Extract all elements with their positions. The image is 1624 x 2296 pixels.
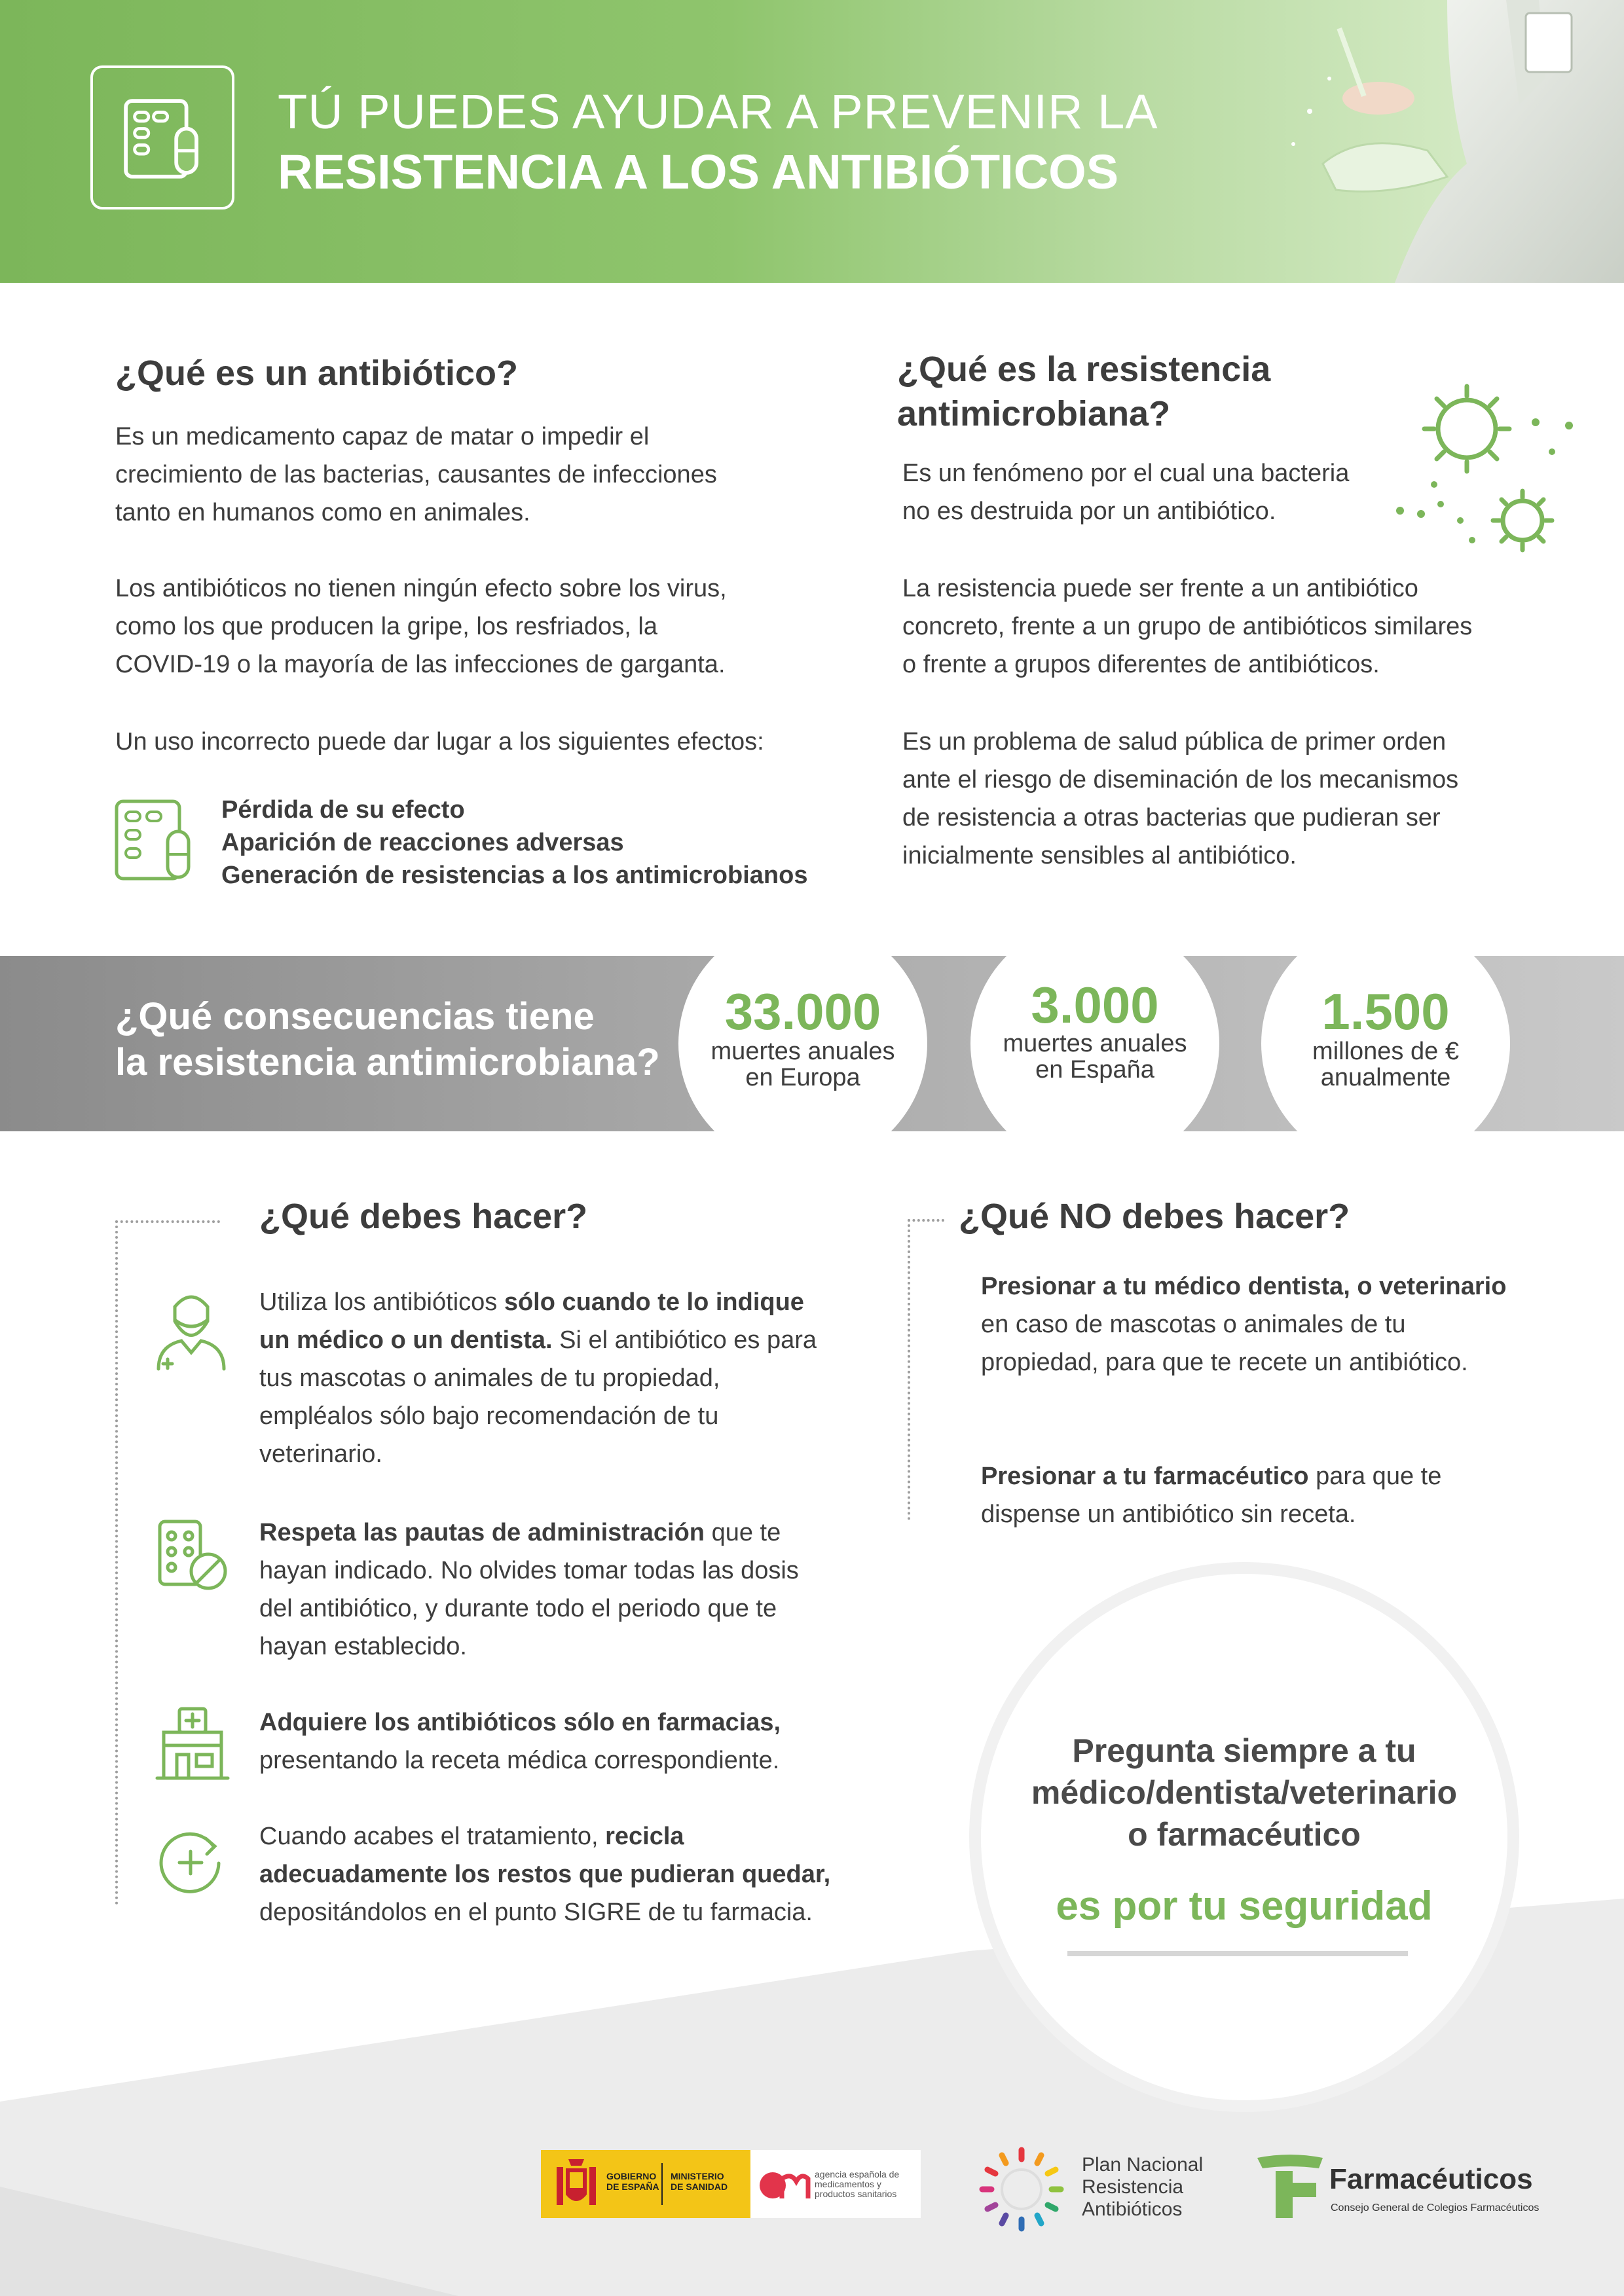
text-bold: Respeta las pautas de administración: [259, 1519, 705, 1546]
text: presentando la receta médica correspondiente.: [259, 1747, 780, 1774]
effect-item: Generación de resistencias a los antimicrobianos: [221, 862, 808, 889]
do-section-title: ¿Qué debes hacer?: [259, 1197, 588, 1236]
gobierno-logo: [541, 2150, 750, 2218]
resistance-paragraph-3: [902, 723, 1458, 875]
resistance-section-title: [897, 347, 1270, 436]
dont-item-2: [981, 1457, 1518, 1533]
text-line: de resistencia a otras bacterias que pudieran ser: [902, 804, 1441, 831]
text-line: medicamentos y: [815, 2179, 881, 2189]
do-item-4: [259, 1817, 836, 1931]
stat-label: anualmente: [1320, 1064, 1451, 1091]
farmaceuticos-subtitle: Consejo General de Colegios Farmacéuticos: [1331, 2202, 1540, 2214]
text-line: Resistencia: [1082, 2176, 1184, 2198]
dont-section-title: ¿Qué NO debes hacer?: [959, 1197, 1350, 1236]
medicine-pack-icon: [113, 797, 198, 883]
text-line: inicialmente sensibles al antibiótico.: [902, 842, 1297, 869]
coat-of-arms-icon: [550, 2155, 602, 2213]
pharmacist-photo: [1231, 0, 1624, 283]
text-line: Es un fenómeno por el cual una bacteria: [902, 460, 1350, 487]
header-title-line1: TÚ PUEDES AYUDAR A PREVENIR LA: [278, 84, 1158, 139]
text: que te hayan indicado. No olvides tomar todas las dosis del antibiótico, y durante todo el periodo que te hayan establecido.: [259, 1519, 799, 1660]
medicine-box-icon: [93, 68, 232, 207]
text-line: no es destruida por un antibiótico.: [902, 498, 1276, 525]
stat-label: en España: [1035, 1056, 1154, 1084]
text-line: Plan Nacional: [1082, 2154, 1204, 2176]
text-line: agencia española de: [815, 2169, 900, 2179]
text-line: Es un problema de salud pública de primer orden: [902, 728, 1447, 756]
antibiotic-paragraph-1: [115, 418, 717, 532]
stat-label: muertes anuales: [1003, 1030, 1187, 1057]
title-line: antimicrobiana?: [897, 394, 1171, 433]
text-line: COVID-19 o la mayoría de las infecciones de garganta.: [115, 651, 726, 678]
text: depositándolos en el punto SIGRE de tu farmacia.: [259, 1899, 813, 1926]
effect-item: Pérdida de su efecto: [221, 796, 465, 824]
plan-nacional-text: [1082, 2154, 1203, 2221]
text-line: Los antibióticos no tienen ningún efecto sobre los virus,: [115, 575, 727, 602]
stat-value: 33.000: [724, 983, 881, 1040]
recycle-icon: [155, 1827, 227, 1899]
antibiotic-paragraph-2: [115, 570, 727, 683]
text-line: MINISTERIO: [671, 2171, 724, 2181]
effects-list: [221, 793, 807, 892]
text-line: DE ESPAÑA: [606, 2181, 659, 2192]
cta-highlight: es por tu seguridad: [1056, 1884, 1433, 1929]
title-line: ¿Qué consecuencias tiene: [115, 995, 595, 1038]
stat-label: millones de €: [1312, 1038, 1459, 1065]
stat-label: en Europa: [745, 1064, 860, 1091]
text-bold: Adquiere los antibióticos sólo en farmacias,: [259, 1709, 781, 1736]
dont-item-1: [981, 1267, 1518, 1381]
cta-line: Pregunta siempre a tu: [1072, 1732, 1416, 1769]
text-line: o frente a grupos diferentes de antibióticos.: [902, 651, 1380, 678]
plan-nacional-logo-icon: [976, 2143, 1067, 2235]
aemps-text: [815, 2170, 899, 2199]
text-line: DE SANIDAD: [671, 2181, 728, 2192]
title-line: la resistencia antimicrobiana?: [115, 1041, 660, 1084]
pill-schedule-icon: [155, 1516, 233, 1595]
text-line: Es un medicamento capaz de matar o impedir el: [115, 423, 650, 450]
text-line: concreto, frente a un grupo de antibióticos similares: [902, 613, 1473, 640]
text: en caso de mascotas o animales de tu propiedad, para que te recete un antibiótico.: [981, 1311, 1468, 1376]
text-bold: recicla adecuadamente los restos que pudieran quedar,: [259, 1823, 831, 1888]
do-item-3: [259, 1704, 836, 1779]
header-icon-frame: [90, 65, 234, 210]
text-line: La resistencia puede ser frente a un antibiótico: [902, 575, 1418, 602]
government-logo-strip: [541, 2150, 921, 2218]
aemps-logo-icon: [758, 2167, 811, 2204]
stat-europe-deaths: [678, 919, 927, 1168]
resistance-paragraph-1: [902, 454, 1349, 530]
dotted-divider: [908, 1219, 944, 1222]
text: para que te dispense un antibiótico sin receta.: [981, 1463, 1442, 1528]
antibiotic-paragraph-3: Un uso incorrecto puede dar lugar a los siguientes efectos:: [115, 728, 764, 756]
cta-line: médico/dentista/veterinario: [1031, 1774, 1458, 1811]
text-line: GOBIERNO: [606, 2171, 657, 2181]
text-line: ante el riesgo de diseminación de los mecanismos: [902, 766, 1459, 793]
text: Si el antibiótico es para tus mascotas o animales de tu propiedad, empléalos sólo bajo recomendación de tu veterinario.: [259, 1326, 817, 1468]
ministerio-text: [671, 2171, 728, 2192]
gobierno-text: [606, 2171, 659, 2192]
header-banner: [0, 0, 1624, 283]
title-line: ¿Qué es la resistencia: [897, 350, 1271, 389]
stat-label: muertes anuales: [710, 1038, 895, 1065]
header-title-line2: RESISTENCIA A LOS ANTIBIÓTICOS: [278, 145, 1119, 199]
stat-spain-deaths: [970, 919, 1219, 1168]
do-item-1: [259, 1283, 836, 1473]
cta-underline: [1067, 1951, 1408, 1956]
doctor-icon: [152, 1287, 231, 1372]
resistance-paragraph-2: [902, 570, 1472, 683]
text-bold: sólo cuando te lo indique un médico o un dentista.: [259, 1288, 804, 1354]
consequences-title: [115, 994, 660, 1085]
text-bold: Presionar a tu médico dentista, o veterinario: [981, 1273, 1507, 1300]
pharmacy-icon: [153, 1705, 232, 1783]
stat-value: 1.500: [1321, 983, 1450, 1040]
dotted-divider: [908, 1219, 910, 1520]
text-line: Antibióticos: [1082, 2198, 1183, 2220]
bacteria-icon: [1388, 380, 1585, 556]
text: Utiliza los antibióticos: [259, 1288, 504, 1316]
stat-value: 3.000: [1031, 976, 1159, 1034]
text-bold: Presionar a tu farmacéutico: [981, 1463, 1309, 1490]
text-line: como los que producen la gripe, los resfriados, la: [115, 613, 658, 640]
divider: [661, 2163, 663, 2205]
text: Cuando acabes el tratamiento,: [259, 1823, 606, 1850]
farmaceuticos-cross-icon: [1251, 2149, 1329, 2221]
farmaceuticos-title: Farmacéuticos: [1329, 2163, 1533, 2195]
text-line: tanto en humanos como en animales.: [115, 499, 530, 526]
dotted-divider: [115, 1220, 220, 1223]
effect-item: Aparición de reacciones adversas: [221, 829, 624, 856]
cta-line: o farmacéutico: [1128, 1816, 1361, 1853]
text-line: crecimiento de las bacterias, causantes de infecciones: [115, 461, 717, 488]
text-line: productos sanitarios: [815, 2189, 897, 2199]
do-item-2: [259, 1514, 836, 1666]
dotted-divider: [115, 1220, 118, 1905]
stat-cost: [1261, 919, 1510, 1168]
antibiotic-section-title: ¿Qué es un antibiótico?: [115, 354, 519, 393]
